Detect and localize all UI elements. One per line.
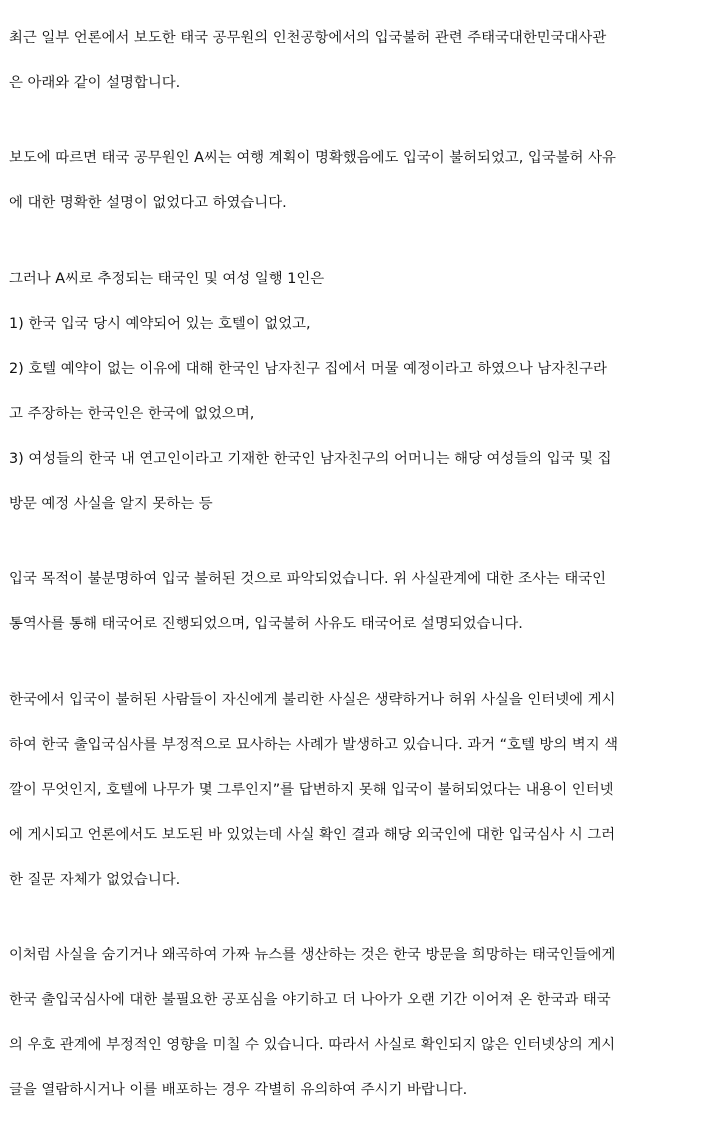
text-line: 고 주장하는 한국인은 한국에 없었으며, bbox=[9, 405, 255, 422]
paragraph-warning bbox=[9, 922, 721, 1125]
text-line: 한국 출입국심사에 대한 불필요한 공포심을 야기하고 더 나아가 오랜 기간 이어져 온 한국과 태국 bbox=[9, 992, 611, 1008]
paragraph-findings-list bbox=[9, 245, 721, 538]
text-line: 이처럼 사실을 숨기거나 왜곡하여 가짜 뉴스를 생산하는 것은 한국 방문을 희망하는 태국인들에게 bbox=[9, 947, 616, 963]
text-line: 하여 한국 출입국심사를 부정적으로 묘사하는 사례가 발생하고 있습니다. 과거 “호텔 방의 벽지 색 bbox=[9, 736, 619, 753]
list-item: 2) 호텔 예약이 없는 이유에 대해 한국인 남자친구 집에서 머물 예정이라고 하였으나 남자친구라 bbox=[9, 360, 607, 377]
list-item: 3) 여성들의 한국 내 연고인이라고 기재한 한국인 남자친구의 어머니는 해당 여성들의 입국 및 집 bbox=[9, 450, 612, 467]
text-line: 보도에 따르면 태국 공무원인 A씨는 여행 계획이 명확했음에도 입국이 불허되었고, 입국불허 사유 bbox=[9, 150, 616, 166]
notice-document bbox=[9, 4, 721, 1132]
text-line: 깔이 무엇인지, 호텔에 나무가 몇 그루인지”를 답변하지 못해 입국이 불허되었다는 내용이 인터넷 bbox=[9, 781, 614, 798]
text-line: 통역사를 통해 태국어로 진행되었으며, 입국불허 사유도 태국어로 설명되었습니다. bbox=[9, 616, 523, 632]
text-line: 에 대한 명확한 설명이 없었다고 하였습니다. bbox=[9, 195, 287, 211]
text-line: 그러나 A씨로 추정되는 태국인 및 여성 일행 1인은 bbox=[9, 270, 325, 287]
text-line: 에 게시되고 언론에서도 보도된 바 있었는데 사실 확인 결과 해당 외국인에 대한 입국심사 시 그러 bbox=[9, 826, 616, 843]
text-line: 의 우호 관계에 부정적인 영향을 미칠 수 있습니다. 따라서 사실로 확인되지 않은 인터넷상의 게시 bbox=[9, 1037, 616, 1053]
paragraph-conclusion bbox=[9, 546, 721, 659]
paragraph-report-summary bbox=[9, 125, 721, 238]
text-line: 글을 열람하시거나 이를 배포하는 경우 각별히 유의하여 주시기 바랍니다. bbox=[9, 1082, 468, 1098]
text-line: 방문 예정 사실을 알지 못하는 등 bbox=[9, 495, 213, 512]
text-line: 입국 목적이 불분명하여 입국 불허된 것으로 파악되었습니다. 위 사실관계에 대한 조사는 태국인 bbox=[9, 571, 607, 587]
text-line: 은 아래와 같이 설명합니다. bbox=[9, 74, 181, 91]
list-item: 1) 한국 입국 당시 예약되어 있는 호텔이 없었고, bbox=[9, 315, 311, 332]
text-line: 최근 일부 언론에서 보도한 태국 공무원의 인천공항에서의 입국불허 관련 주태국대한민국대사관 bbox=[9, 29, 607, 46]
paragraph-false-reports bbox=[9, 666, 721, 914]
text-line: 한국에서 입국이 불허된 사람들이 자신에게 불리한 사실은 생략하거나 허위 사실을 인터넷에 게시 bbox=[9, 691, 616, 708]
paragraph-intro bbox=[9, 4, 721, 117]
text-line: 한 질문 자체가 없었습니다. bbox=[9, 871, 181, 888]
